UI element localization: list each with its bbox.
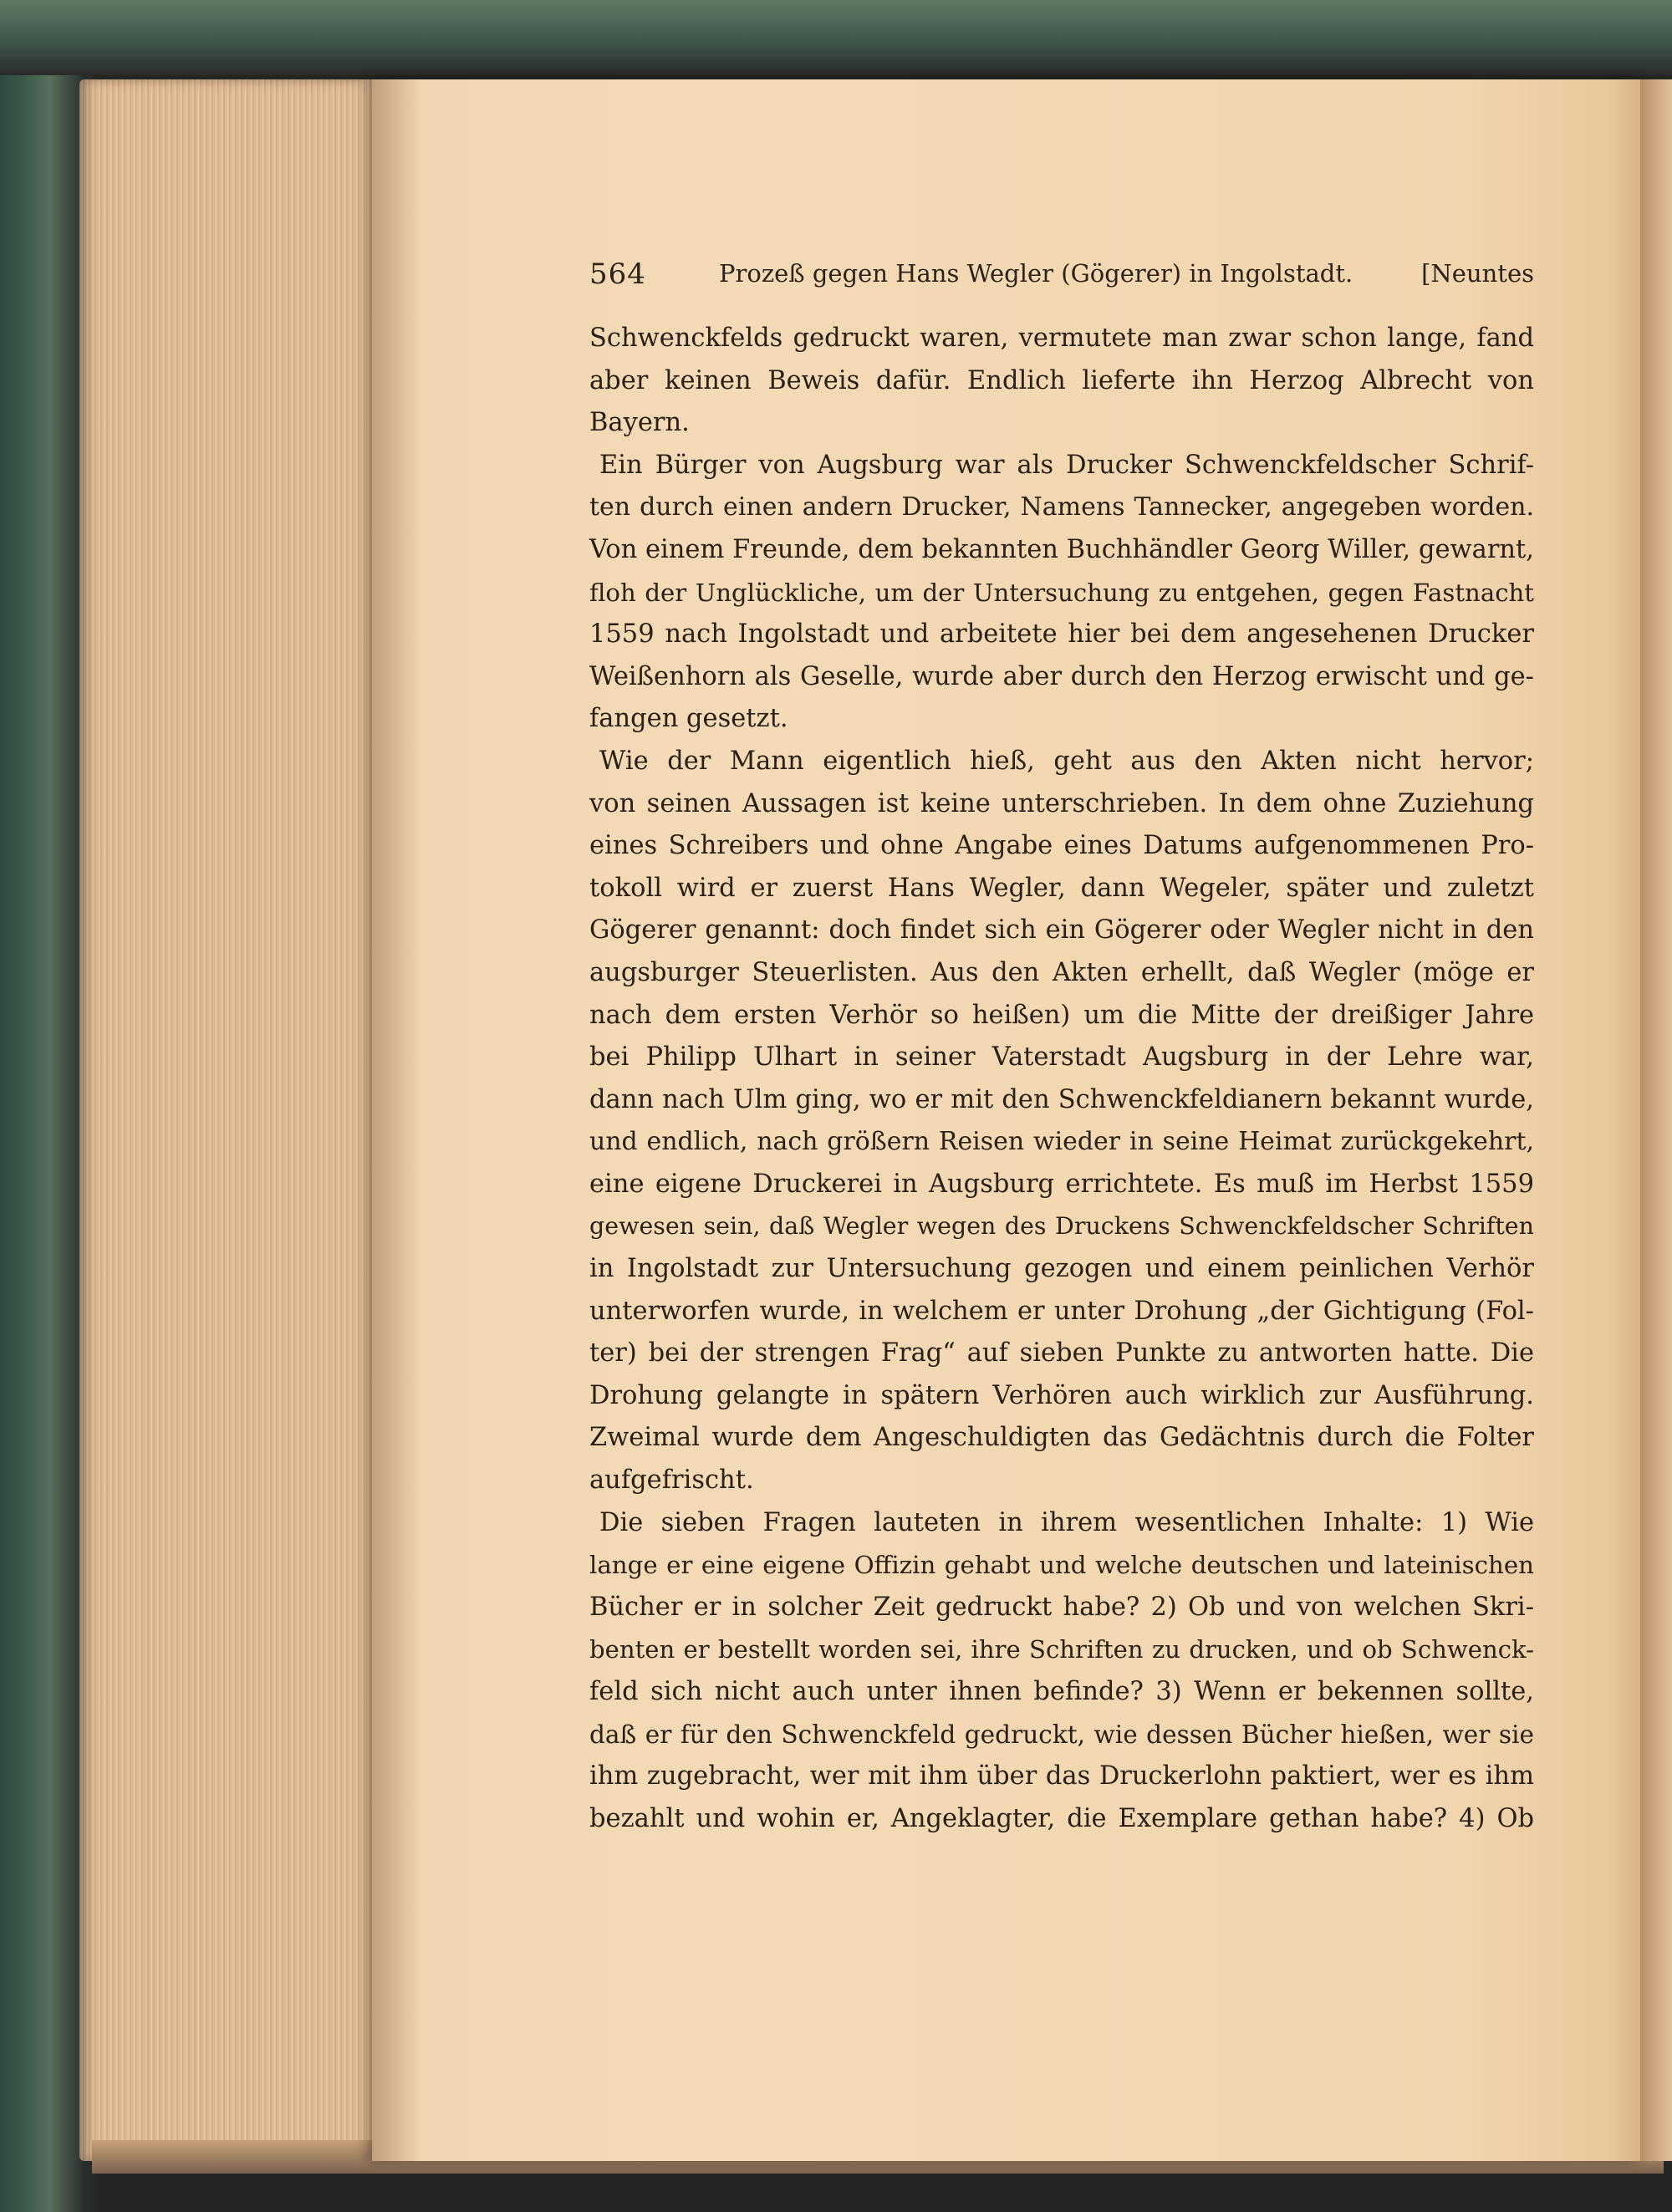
body-text — [589, 318, 1534, 1840]
text-line: und endlich, nach größern Reisen wieder in seine Heimat zurückgekehrt, — [589, 1127, 1534, 1157]
text-line: bei Philipp Ulhart in seiner Vaterstadt Augsburg in der Lehre war, — [589, 1042, 1534, 1073]
text-line: Wie der Mann eigentlich hieß, geht aus den Akten nicht hervor; — [599, 746, 1534, 776]
section-label: [Neuntes — [1421, 259, 1534, 288]
text-line: Bücher er in solcher Zeit gedruckt habe? 2) Ob und von welchen Skri- — [589, 1592, 1534, 1622]
book-cover-top — [0, 0, 1672, 75]
page-number: 564 — [589, 257, 646, 291]
text-line: dann nach Ulm ging, wo er mit den Schwenckfeldianern bekannt wurde, — [589, 1084, 1534, 1114]
text-line: ihm zugebracht, wer mit ihm über das Druckerlohn paktiert, wer es ihm — [589, 1761, 1534, 1792]
text-line: Bayern. — [589, 408, 690, 438]
text-line: aufgefrischt. — [589, 1465, 754, 1496]
text-line: aber keinen Beweis dafür. Endlich lieferte ihn Herzog Albrecht von — [589, 365, 1534, 395]
text-line: daß er für den Schwenckfeld gedruckt, wie dessen Bücher hießen, wer sie — [589, 1720, 1534, 1749]
text-line: 1559 nach Ingolstadt und arbeitete hier bei dem angesehenen Drucker — [589, 619, 1534, 650]
text-line: augsburger Steuerlisten. Aus den Akten erhellt, daß Wegler (möge er — [589, 957, 1534, 987]
text-line: in Ingolstadt zur Untersuchung gezogen und einem peinlichen Verhör — [589, 1254, 1534, 1284]
text-line: nach dem ersten Verhör so heißen) um die Mitte der dreißiger Jahre — [589, 1000, 1534, 1030]
text-line: unterworfen wurde, in welchem er unter Drohung „der Gichtigung (Fol- — [589, 1296, 1534, 1326]
gutter-shadow — [372, 79, 422, 2161]
text-line: fangen gesetzt. — [589, 704, 788, 734]
page-edges — [79, 79, 376, 2161]
text-line: Drohung gelangte in spätern Verhören auch wirklich zur Ausführung. — [589, 1380, 1534, 1410]
text-line: lange er eine eigene Offizin gehabt und welche deutschen und lateinischen — [589, 1551, 1534, 1580]
text-line: bezahlt und wohin er, Angeklagter, die Exemplare gethan habe? 4) Ob — [589, 1803, 1534, 1833]
running-header — [589, 251, 1534, 298]
text-line: von seinen Aussagen ist keine unterschrieben. In dem ohne Zuziehung — [589, 788, 1534, 818]
text-line: Schwenckfelds gedruckt waren, vermutete man zwar schon lange, fand — [589, 324, 1534, 353]
text-line: Weißenhorn als Geselle, wurde aber durch den Herzog erwischt und ge- — [589, 661, 1534, 691]
text-line: tokoll wird er zuerst Hans Wegler, dann Wegeler, später und zuletzt — [589, 873, 1534, 903]
text-line: benten er bestellt worden sei, ihre Schriften zu drucken, und ob Schwenck- — [589, 1635, 1534, 1664]
text-line: eine eigene Druckerei in Augsburg errichtete. Es muß im Herbst 1559 — [589, 1169, 1534, 1199]
text-line: gewesen sein, daß Wegler wegen des Druckens Schwenckfeldscher Schriften — [589, 1212, 1534, 1241]
text-line: Gögerer genannt: doch findet sich ein Gögerer oder Wegler nicht in den — [589, 915, 1534, 945]
text-line: floh der Unglückliche, um der Untersuchung zu entgehen, gegen Fastnacht — [589, 578, 1534, 607]
text-line: Die sieben Fragen lauteten in ihrem wesentlichen Inhalte: 1) Wie — [599, 1507, 1534, 1537]
text-line: Zweimal wurde dem Angeschuldigten das Gedächtnis durch die Folter — [589, 1423, 1534, 1453]
facing-page-edge — [1640, 79, 1672, 2161]
text-line: feld sich nicht auch unter ihnen befinde? 3) Wenn er bekennen sollte, — [589, 1677, 1534, 1706]
text-line: ter) bei der strengen Frag“ auf sieben Punkte zu antworten hatte. Die — [589, 1338, 1534, 1368]
text-line: ten durch einen andern Drucker, Namens Tannecker, angegeben worden. — [589, 492, 1534, 522]
text-line: Von einem Freunde, dem bekannten Buchhändler Georg Willer, gewarnt, — [589, 534, 1534, 564]
text-line: eines Schreibers und ohne Angabe eines Datums aufgenommenen Pro- — [589, 831, 1534, 861]
running-title: Prozeß gegen Hans Wegler (Gögerer) in Ingolstadt. — [719, 259, 1353, 288]
text-line: Ein Bürger von Augsburg war als Drucker Schwenckfeldscher Schrif- — [599, 450, 1534, 480]
